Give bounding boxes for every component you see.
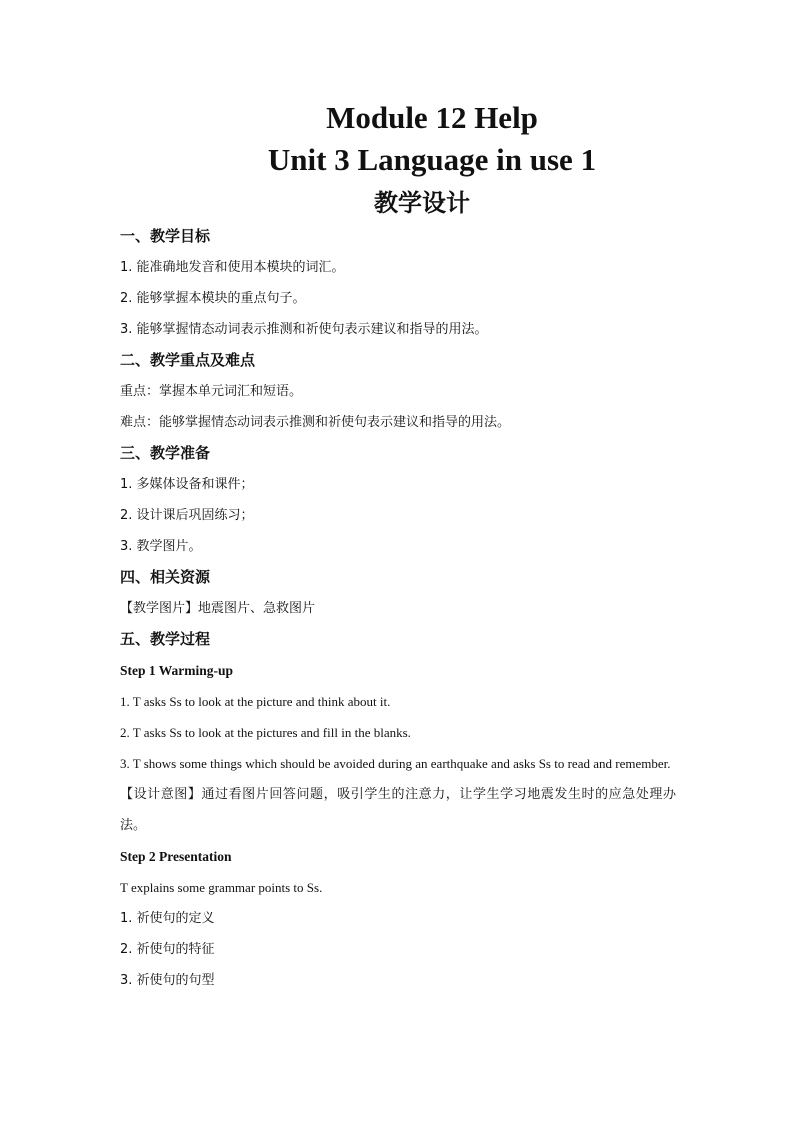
list-item: 3. 能够掌握情态动词表示推测和祈使句表示建议和指导的用法。 xyxy=(120,322,488,337)
section-heading-process: 五、教学过程 xyxy=(120,630,211,648)
list-item: 2. 设计课后巩固练习； xyxy=(120,508,254,523)
list-item: 2. T asks Ss to look at the pictures and fill in the blanks. xyxy=(120,725,411,740)
section-heading-key-points: 二、教学重点及难点 xyxy=(120,351,256,369)
step-heading-warming-up: Step 1 Warming-up xyxy=(120,663,234,678)
list-item: 3. 祈使句的句型 xyxy=(120,973,215,988)
section-heading-preparation: 三、教学准备 xyxy=(120,444,211,462)
section-heading-objectives: 一、教学目标 xyxy=(120,227,211,245)
list-item: 2. 祈使句的特征 xyxy=(120,942,215,957)
module-title: Module 12 Help xyxy=(326,100,538,135)
document-body xyxy=(120,221,676,996)
step-heading-presentation: Step 2 Presentation xyxy=(120,849,232,864)
list-item: 1. 祈使句的定义 xyxy=(120,911,215,926)
list-item: 2. 能够掌握本模块的重点句子。 xyxy=(120,291,306,306)
list-item: 重点：掌握本单元词汇和短语。 xyxy=(120,384,303,399)
list-item: 3. T shows some things which should be avoided during an earthquake and asks Ss to read and remember. xyxy=(120,756,671,771)
unit-title: Unit 3 Language in use 1 xyxy=(267,142,597,177)
design-intent: 【设计意图】通过看图片回答问题，吸引学生的注意力，让学生学习地震发生时的应急处理办法。 xyxy=(120,787,676,833)
list-item: 1. 多媒体设备和课件； xyxy=(120,477,254,492)
list-item: 难点：能够掌握情态动词表示推测和祈使句表示建议和指导的用法。 xyxy=(120,415,511,430)
section-heading-resources: 四、相关资源 xyxy=(120,568,211,586)
list-item: 1. T asks Ss to look at the picture and think about it. xyxy=(120,694,391,709)
list-item: 【教学图片】地震图片、急救图片 xyxy=(120,601,316,616)
doc-type-title: 教学设计 xyxy=(374,189,470,217)
list-item: 1. 能准确地发音和使用本模块的词汇。 xyxy=(120,260,345,275)
list-item: 3. 教学图片。 xyxy=(120,539,202,554)
step-intro: T explains some grammar points to Ss. xyxy=(120,880,323,895)
title-block xyxy=(0,97,794,223)
